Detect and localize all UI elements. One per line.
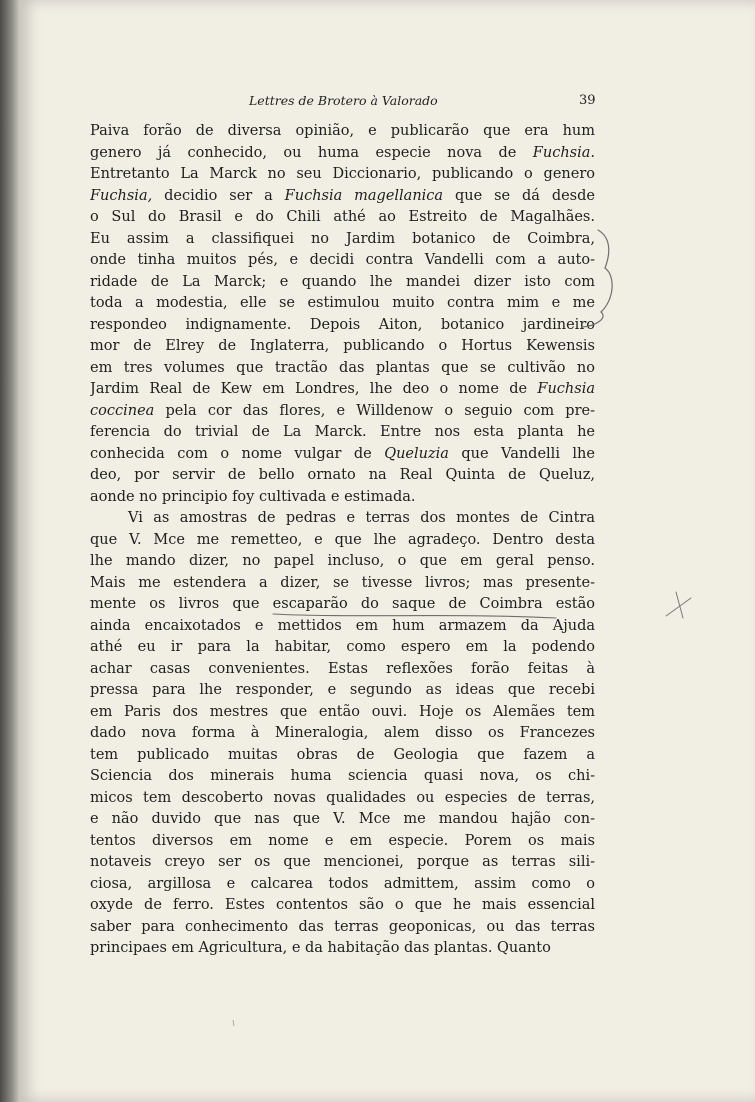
text-line <box>90 444 595 466</box>
italic-term: Fuchsia, <box>90 187 153 204</box>
text-run: o Sul do Brasil e do Chili athé ao Estreito de Magalhães. <box>90 209 595 225</box>
text-line <box>90 917 595 939</box>
text-run: principaes em Agricultura, e da habitação das plantas. Quanto <box>90 940 551 956</box>
text-line <box>90 207 595 229</box>
text-line <box>90 379 595 401</box>
text-line <box>90 422 595 444</box>
text-line <box>90 551 595 573</box>
text-run: toda a modestia, elle se estimulou muito contra mim e me <box>90 295 595 311</box>
text-run: lhe mando dizer, no papel incluso, o que em geral penso. <box>90 553 595 569</box>
text-run: oxyde de ferro. Estes contentos são o que he mais essencial <box>90 897 595 913</box>
text-run: e não duvido que nas que V. Mce me mandou hajão con- <box>90 811 595 827</box>
text-run: Entretanto La Marck no seu Diccionario, publicando o genero <box>90 166 595 182</box>
text-line <box>90 164 595 186</box>
text-line <box>90 573 595 595</box>
text-line <box>90 637 595 659</box>
text-run: que se dá desde <box>443 187 595 204</box>
text-run: onde tinha muitos pés, e decidi contra Vandelli com a auto- <box>90 252 595 268</box>
text-line <box>90 465 595 487</box>
text-run: em tres volumes que tractão das plantas que se cultivão no <box>90 359 595 376</box>
text-run: respondeo indignamente. Depois Aiton, botanico jardineiro <box>90 316 595 333</box>
italic-term: Fuchsia <box>537 381 595 397</box>
body-text <box>90 121 595 960</box>
text-line <box>90 702 595 724</box>
page-number: 39 <box>579 93 596 108</box>
text-line <box>90 229 595 251</box>
text-run: Vi as amostras de pedras e terras dos montes de Cintra <box>128 510 595 526</box>
text-line <box>90 530 595 552</box>
text-line <box>90 788 595 810</box>
cross-mark <box>666 592 691 618</box>
text-run: ciosa, argillosa e calcarea todos admittem, assim como o <box>90 875 595 892</box>
text-line <box>90 594 595 616</box>
text-run: micos tem descoberto novas qualidades ou especies de terras, <box>90 789 595 806</box>
text-run: deo, por servir de bello ornato na Real Quinta de Queluz, <box>90 467 595 483</box>
text-run: Eu assim a classifiquei no Jardim botanico de Coimbra, <box>90 230 595 247</box>
text-run: mente os livros que escaparão do saque de Coimbra estão <box>90 596 595 612</box>
text-run: pressa para lhe responder, e segundo as ideas que recebi <box>90 682 595 698</box>
text-line <box>90 852 595 874</box>
text-line <box>90 766 595 788</box>
text-line <box>90 831 595 853</box>
text-run: dado nova forma à Mineralogia, alem disso os Francezes <box>90 725 595 741</box>
text-line <box>90 315 595 337</box>
italic-term: coccinea <box>90 402 155 419</box>
text-line <box>90 745 595 767</box>
text-line <box>90 508 595 530</box>
text-run: aonde no principio foy cultivada e estimada. <box>90 488 416 505</box>
text-run: Mais me estendera a dizer, se tivesse livros; mas presente- <box>90 574 595 591</box>
text-run: ridade de La Marck; e quando lhe mandei dizer isto com <box>90 273 595 290</box>
text-run: que V. Mce me remetteo, e que lhe agradeço. Dentro desta <box>90 531 595 548</box>
text-line <box>90 895 595 917</box>
text-run: em Paris dos mestres que então ouvi. Hoje os Alemães tem <box>90 703 595 720</box>
text-run: Jardim Real de Kew em Londres, lhe deo o nome de <box>90 381 538 397</box>
italic-term: Fuchsia magellanica <box>284 187 444 204</box>
text-line <box>90 143 595 165</box>
book-binding-shadow <box>0 0 20 1102</box>
pencil-speck <box>233 1020 234 1026</box>
text-line <box>90 250 595 272</box>
text-line <box>90 121 595 143</box>
book-page <box>20 0 755 1102</box>
text-line <box>90 680 595 702</box>
text-run: Paiva forão de diversa opinião, e publicarão que era hum <box>90 123 595 139</box>
text-run: mor de Elrey de Inglaterra, publicando o Hortus Kewensis <box>90 338 595 354</box>
text-run: athé eu ir para la habitar, como espero em la podendo <box>90 639 595 655</box>
text-line <box>90 186 595 208</box>
text-run: ainda encaixotados e mettidos em hum armazem da Ajuda <box>90 617 595 634</box>
text-run: decidio ser a <box>152 187 285 204</box>
text-run: ferencia do trivial de La Marck. Entre nos esta planta he <box>90 424 595 440</box>
text-line <box>90 293 595 315</box>
italic-term: Queluzia <box>384 445 449 462</box>
running-title: Lettres de Brotero à Valorado <box>249 93 438 108</box>
text-run: Sciencia dos minerais huma sciencia quasi nova, os chi- <box>90 768 595 784</box>
text-run: que Vandelli lhe <box>448 445 595 462</box>
running-head <box>20 93 755 113</box>
text-line <box>90 874 595 896</box>
text-run: notaveis creyo ser os que mencionei, porque as terras sili- <box>90 854 595 870</box>
text-line <box>90 616 595 638</box>
italic-term: Fuchsia. <box>532 144 595 161</box>
text-line <box>90 272 595 294</box>
text-line <box>90 938 595 960</box>
text-line <box>90 336 595 358</box>
text-run: saber para conhecimento das terras geoponicas, ou das terras <box>90 918 595 935</box>
text-line <box>90 659 595 681</box>
text-run: achar casas convenientes. Estas reflexões forão feitas à <box>90 660 595 677</box>
text-line <box>90 809 595 831</box>
text-run: genero já conhecido, ou huma especie nova de <box>90 144 533 161</box>
text-line <box>90 401 595 423</box>
text-line <box>90 723 595 745</box>
text-line <box>90 487 595 509</box>
text-line <box>90 358 595 380</box>
text-run: tem publicado muitas obras de Geologia que fazem a <box>90 746 595 763</box>
text-run: conhecida com o nome vulgar de <box>90 445 385 462</box>
text-run: pela cor das flores, e Willdenow o seguio com pre- <box>154 402 595 419</box>
text-run: tentos diversos em nome e em especie. Porem os mais <box>90 832 595 849</box>
